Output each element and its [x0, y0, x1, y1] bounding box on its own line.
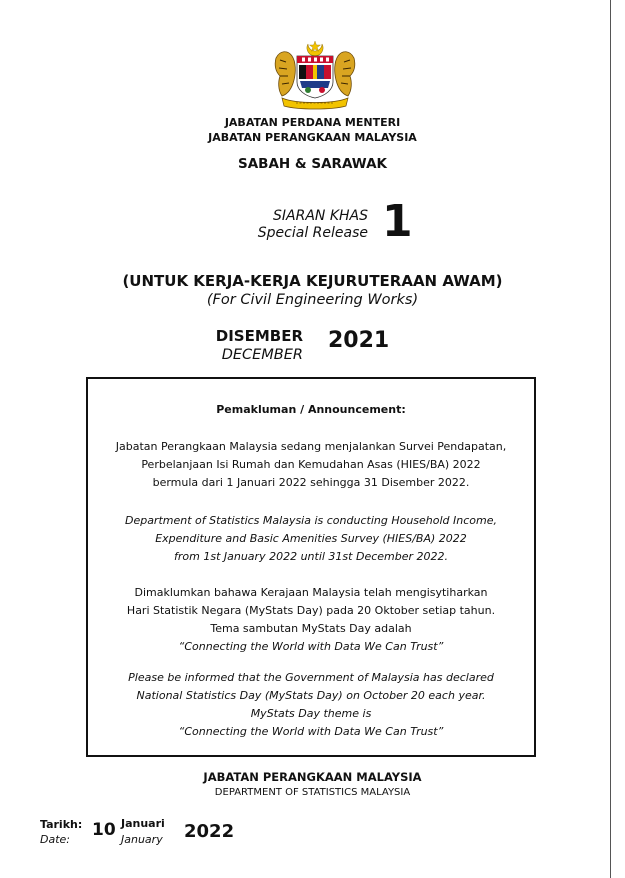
period-month-en: DECEMBER	[221, 347, 303, 363]
coat-of-arms-icon	[270, 38, 360, 110]
department-name: JABATAN PERANGKAAN MALAYSIA	[208, 131, 417, 144]
special-release-label-ms: SIARAN KHAS	[273, 208, 368, 224]
date-year: 2022	[184, 821, 235, 842]
announcement-paragraph-en-mystats	[88, 669, 534, 741]
special-release-number: 1	[382, 196, 413, 247]
footer-department-en: DEPARTMENT OF STATISTICS MALAYSIA	[214, 787, 411, 798]
date-label-en: Date:	[40, 833, 70, 846]
paragraph-line: bermula dari 1 Januari 2022 sehingga 31 Disember 2022.	[152, 476, 470, 489]
department-heading	[0, 115, 625, 145]
paragraph-line: “Connecting the World with Data We Can Trust”	[178, 640, 444, 653]
paragraph-line: Department of Statistics Malaysia is conducting Household Income,	[124, 514, 498, 527]
special-release-label-en: Special Release	[257, 225, 368, 241]
period-month-ms: DISEMBER	[215, 327, 303, 345]
region-title: SABAH & SARAWAK	[238, 156, 387, 172]
date-label-ms: Tarikh:	[40, 818, 83, 831]
paragraph-line: “Connecting the World with Data We Can Trust”	[178, 725, 444, 738]
paragraph-line: MyStats Day theme is	[250, 707, 372, 720]
paragraph-line: Hari Statistik Negara (MyStats Day) pada 20 Oktober setiap tahun.	[126, 604, 496, 617]
period-year: 2021	[328, 328, 390, 353]
announcement-paragraph-en-survey	[88, 512, 534, 566]
date-month-en: January	[121, 833, 163, 846]
date-month-ms: Januari	[121, 817, 165, 830]
paragraph-line: Dimaklumkan bahawa Kerajaan Malaysia telah mengisytiharkan	[134, 586, 488, 599]
special-release-block	[240, 196, 440, 250]
paragraph-line: National Statistics Day (MyStats Day) on October 20 each year.	[136, 689, 486, 702]
announcement-paragraph-ms-survey	[88, 438, 534, 492]
purpose-title-ms: (UNTUK KERJA-KERJA KEJURUTERAAN AWAM)	[122, 272, 503, 290]
paragraph-line: from 1st January 2022 until 31st December 2022.	[174, 550, 448, 563]
paragraph-line: Perbelanjaan Isi Rumah dan Kemudahan Asas (HIES/BA) 2022	[141, 458, 481, 471]
paragraph-line: Tema sambutan MyStats Day adalah	[210, 622, 412, 635]
purpose-title-en: (For Civil Engineering Works)	[206, 292, 419, 308]
ministry-name: JABATAN PERDANA MENTERI	[224, 116, 401, 129]
announcement-paragraph-ms-mystats	[88, 584, 534, 656]
announcement-title: Pemakluman / Announcement:	[216, 403, 406, 416]
announcement-box	[86, 377, 536, 757]
date-day: 10	[92, 820, 116, 840]
paragraph-line: Jabatan Perangkaan Malaysia sedang menjalankan Survei Pendapatan,	[115, 440, 507, 453]
special-release-labels	[258, 208, 368, 242]
paragraph-line: Expenditure and Basic Amenities Survey (HIES/BA) 2022	[155, 532, 467, 545]
paragraph-line: Please be informed that the Government of Malaysia has declared	[128, 671, 494, 684]
footer-department-ms: JABATAN PERANGKAAN MALAYSIA	[203, 770, 422, 784]
